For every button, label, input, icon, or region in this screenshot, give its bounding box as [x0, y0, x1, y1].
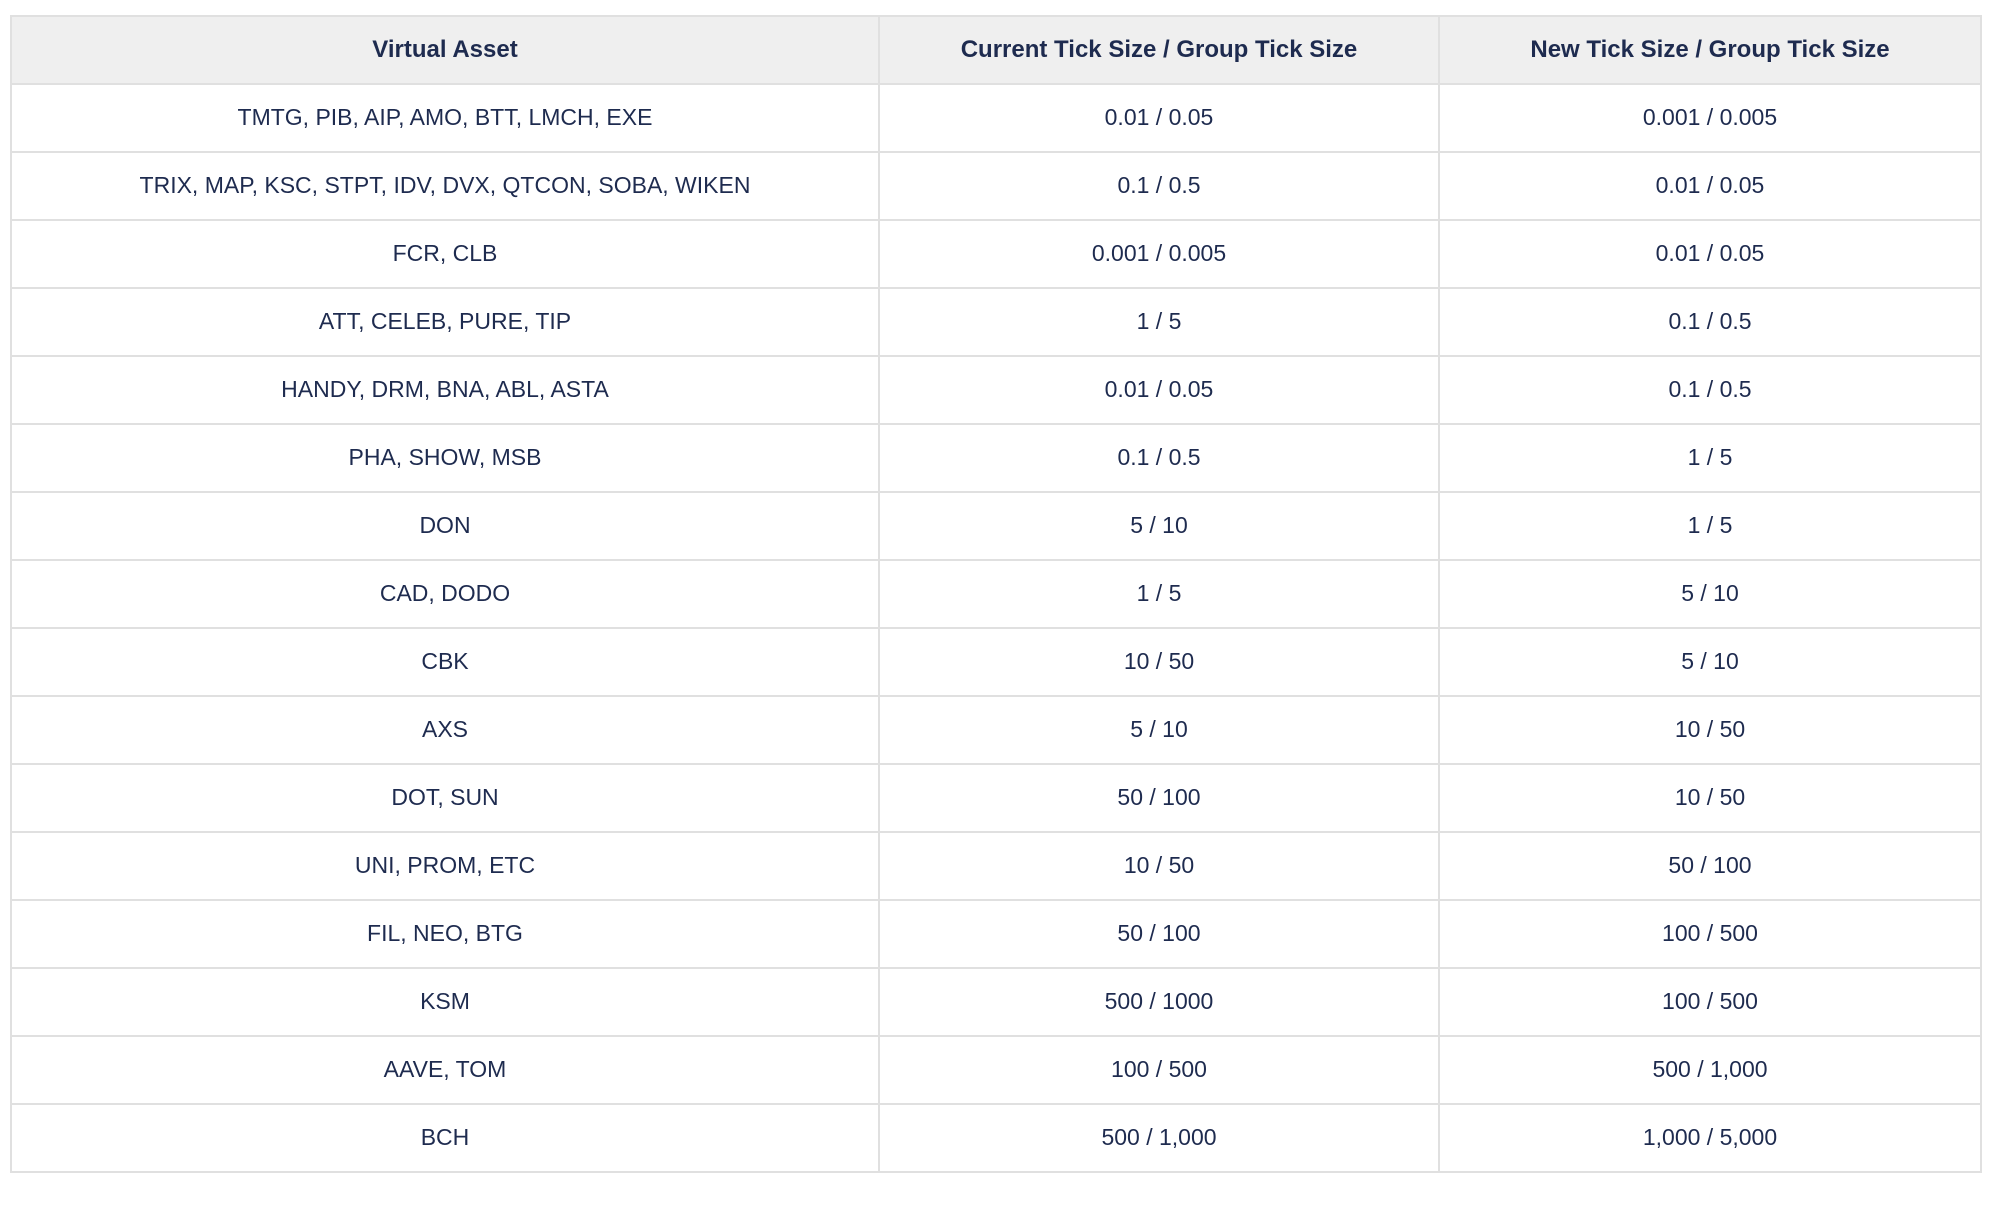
table-row: [11, 968, 1981, 1036]
current-tick-cell: 0.01 / 0.05: [879, 84, 1439, 152]
asset-cell: ATT, CELEB, PURE, TIP: [11, 288, 879, 356]
asset-cell: FIL, NEO, BTG: [11, 900, 879, 968]
asset-cell: TRIX, MAP, KSC, STPT, IDV, DVX, QTCON, SOBA, WIKEN: [11, 152, 879, 220]
header-row: [11, 16, 1981, 84]
new-tick-cell: 10 / 50: [1439, 764, 1981, 832]
current-tick-cell: 5 / 10: [879, 696, 1439, 764]
table-row: [11, 288, 1981, 356]
table-row: [11, 152, 1981, 220]
new-tick-cell: 0.1 / 0.5: [1439, 288, 1981, 356]
current-tick-cell: 5 / 10: [879, 492, 1439, 560]
asset-cell: BCH: [11, 1104, 879, 1172]
table-row: [11, 832, 1981, 900]
new-tick-cell: 5 / 10: [1439, 628, 1981, 696]
table-row: [11, 628, 1981, 696]
current-tick-cell: 10 / 50: [879, 832, 1439, 900]
column-header-new-tick-size: New Tick Size / Group Tick Size: [1439, 16, 1981, 84]
new-tick-cell: 10 / 50: [1439, 696, 1981, 764]
new-tick-cell: 1,000 / 5,000: [1439, 1104, 1981, 1172]
column-header-virtual-asset: Virtual Asset: [11, 16, 879, 84]
tick-size-table-container: [10, 15, 1980, 1173]
current-tick-cell: 50 / 100: [879, 900, 1439, 968]
asset-cell: AAVE, TOM: [11, 1036, 879, 1104]
new-tick-cell: 100 / 500: [1439, 900, 1981, 968]
table-row: [11, 220, 1981, 288]
asset-cell: HANDY, DRM, BNA, ABL, ASTA: [11, 356, 879, 424]
new-tick-cell: 0.01 / 0.05: [1439, 220, 1981, 288]
asset-cell: FCR, CLB: [11, 220, 879, 288]
table-row: [11, 764, 1981, 832]
new-tick-cell: 1 / 5: [1439, 424, 1981, 492]
asset-cell: DOT, SUN: [11, 764, 879, 832]
new-tick-cell: 500 / 1,000: [1439, 1036, 1981, 1104]
asset-cell: DON: [11, 492, 879, 560]
current-tick-cell: 0.1 / 0.5: [879, 152, 1439, 220]
current-tick-cell: 1 / 5: [879, 288, 1439, 356]
new-tick-cell: 0.001 / 0.005: [1439, 84, 1981, 152]
current-tick-cell: 50 / 100: [879, 764, 1439, 832]
column-header-current-tick-size: Current Tick Size / Group Tick Size: [879, 16, 1439, 84]
new-tick-cell: 5 / 10: [1439, 560, 1981, 628]
current-tick-cell: 1 / 5: [879, 560, 1439, 628]
current-tick-cell: 500 / 1,000: [879, 1104, 1439, 1172]
asset-cell: PHA, SHOW, MSB: [11, 424, 879, 492]
current-tick-cell: 500 / 1000: [879, 968, 1439, 1036]
asset-cell: KSM: [11, 968, 879, 1036]
new-tick-cell: 100 / 500: [1439, 968, 1981, 1036]
table-row: [11, 560, 1981, 628]
table-row: [11, 424, 1981, 492]
asset-cell: CAD, DODO: [11, 560, 879, 628]
table-row: [11, 356, 1981, 424]
current-tick-cell: 0.001 / 0.005: [879, 220, 1439, 288]
table-row: [11, 84, 1981, 152]
asset-cell: UNI, PROM, ETC: [11, 832, 879, 900]
asset-cell: TMTG, PIB, AIP, AMO, BTT, LMCH, EXE: [11, 84, 879, 152]
current-tick-cell: 100 / 500: [879, 1036, 1439, 1104]
table-row: [11, 492, 1981, 560]
current-tick-cell: 0.1 / 0.5: [879, 424, 1439, 492]
current-tick-cell: 0.01 / 0.05: [879, 356, 1439, 424]
current-tick-cell: 10 / 50: [879, 628, 1439, 696]
table-row: [11, 1104, 1981, 1172]
table-row: [11, 1036, 1981, 1104]
new-tick-cell: 50 / 100: [1439, 832, 1981, 900]
asset-cell: CBK: [11, 628, 879, 696]
new-tick-cell: 1 / 5: [1439, 492, 1981, 560]
asset-cell: AXS: [11, 696, 879, 764]
new-tick-cell: 0.01 / 0.05: [1439, 152, 1981, 220]
new-tick-cell: 0.1 / 0.5: [1439, 356, 1981, 424]
tick-size-table: [10, 15, 1982, 1173]
table-row: [11, 900, 1981, 968]
table-row: [11, 696, 1981, 764]
